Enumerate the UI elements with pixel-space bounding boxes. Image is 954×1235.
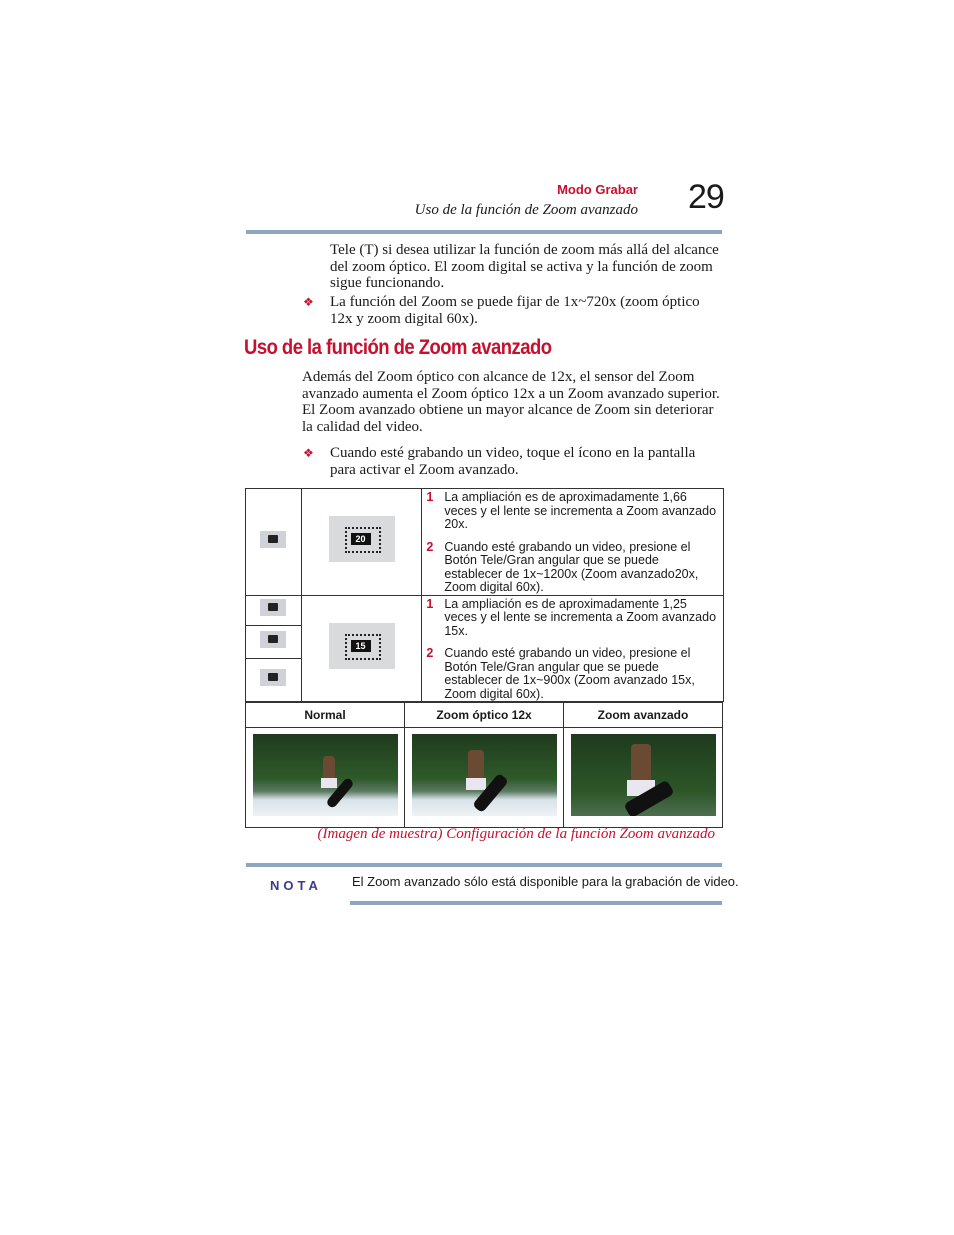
note-rule-bottom: [350, 901, 722, 905]
advanced-zoom-20x-icon: 20: [329, 516, 395, 562]
photo-cell: [246, 728, 405, 828]
mode-icon-cell: [246, 489, 302, 596]
advanced-zoom-15x-icon: 15: [329, 623, 395, 669]
mode-icon-cell: [246, 625, 302, 658]
section-bullet-text: Cuando esté grabando un video, toque el ícono en la pantalla para activar el Zoom avanzado.: [330, 445, 696, 478]
column-header: Zoom avanzado: [564, 703, 723, 728]
page-number: 29: [688, 178, 724, 216]
note-label: NOTA: [270, 878, 322, 893]
video-mode-icon: [260, 531, 286, 548]
wakeboard-normal-photo: [253, 734, 398, 816]
bullet-icon: ❖: [303, 295, 314, 309]
zoom-icon-cell: [301, 489, 422, 596]
video-mode-icon: [260, 631, 286, 648]
list-item: 2 Cuando esté grabando un video, presione el Botón Tele/Gran angular que se puede establecer de 1x~1200x (Zoom avanzado20x, Zoom digital 60x).: [426, 539, 699, 594]
note-rule-top: [246, 863, 722, 867]
header-rule: [246, 230, 722, 234]
zoom-comparison-table: [245, 702, 723, 828]
video-mode-icon: [260, 599, 286, 616]
zoom-description-cell: [422, 595, 724, 702]
running-header-subsection: Uso de la función de Zoom avanzado: [414, 202, 638, 218]
section-paragraph: Además del Zoom óptico con alcance de 12x, el sensor del Zoom avanzado aumenta el Zoom óptico 12x a un Zoom avanzado superior. El Zoom avanzado obtiene un mayor alcance de Zoom sin deteriorar la calidad del video.: [302, 369, 720, 435]
list-item: 2 Cuando esté grabando un video, presione el Botón Tele/Gran angular que se puede establecer de 1x~900x (Zoom avanzado 15x, Zoom digital 60x).: [426, 646, 695, 701]
intro-paragraph: Tele (T) si desea utilizar la función de zoom más allá del alcance del zoom óptico. El zoom digital se activa y la función de zoom sigue funcionando.: [330, 242, 719, 291]
zoom-feature-table: [245, 488, 724, 702]
figure-caption: (Imagen de muestra) Configuración de la función Zoom avanzado: [317, 826, 715, 842]
mode-icon-cell: [246, 595, 302, 625]
wakeboard-optical-zoom-photo: [412, 734, 557, 816]
list-item: 1 La ampliación es de aproximadamente 1,66 veces y el lente se incrementa a Zoom avanzado 20x.: [426, 490, 717, 531]
photo-cell: [405, 728, 564, 828]
zoom-description-cell: [422, 489, 724, 596]
list-item: 1 La ampliación es de aproximadamente 1,25 veces y el lente se incrementa a Zoom avanzado 15x.: [426, 596, 717, 638]
column-header: Zoom óptico 12x: [405, 703, 564, 728]
bullet-icon: ❖: [303, 446, 314, 460]
video-mode-icon: [260, 669, 286, 686]
column-header: Normal: [246, 703, 405, 728]
zoom-icon-cell: [301, 595, 422, 702]
section-heading: Uso de la función de Zoom avanzado: [244, 336, 552, 359]
photo-cell: [564, 728, 723, 828]
mode-icon-cell: [246, 658, 302, 701]
note-text: El Zoom avanzado sólo está disponible para la grabación de video.: [352, 874, 739, 889]
intro-bullet-text: La función del Zoom se puede fijar de 1x~720x (zoom óptico 12x y zoom digital 60x).: [330, 294, 700, 327]
running-header-section: Modo Grabar: [557, 182, 638, 197]
wakeboard-advanced-zoom-photo: [571, 734, 716, 816]
